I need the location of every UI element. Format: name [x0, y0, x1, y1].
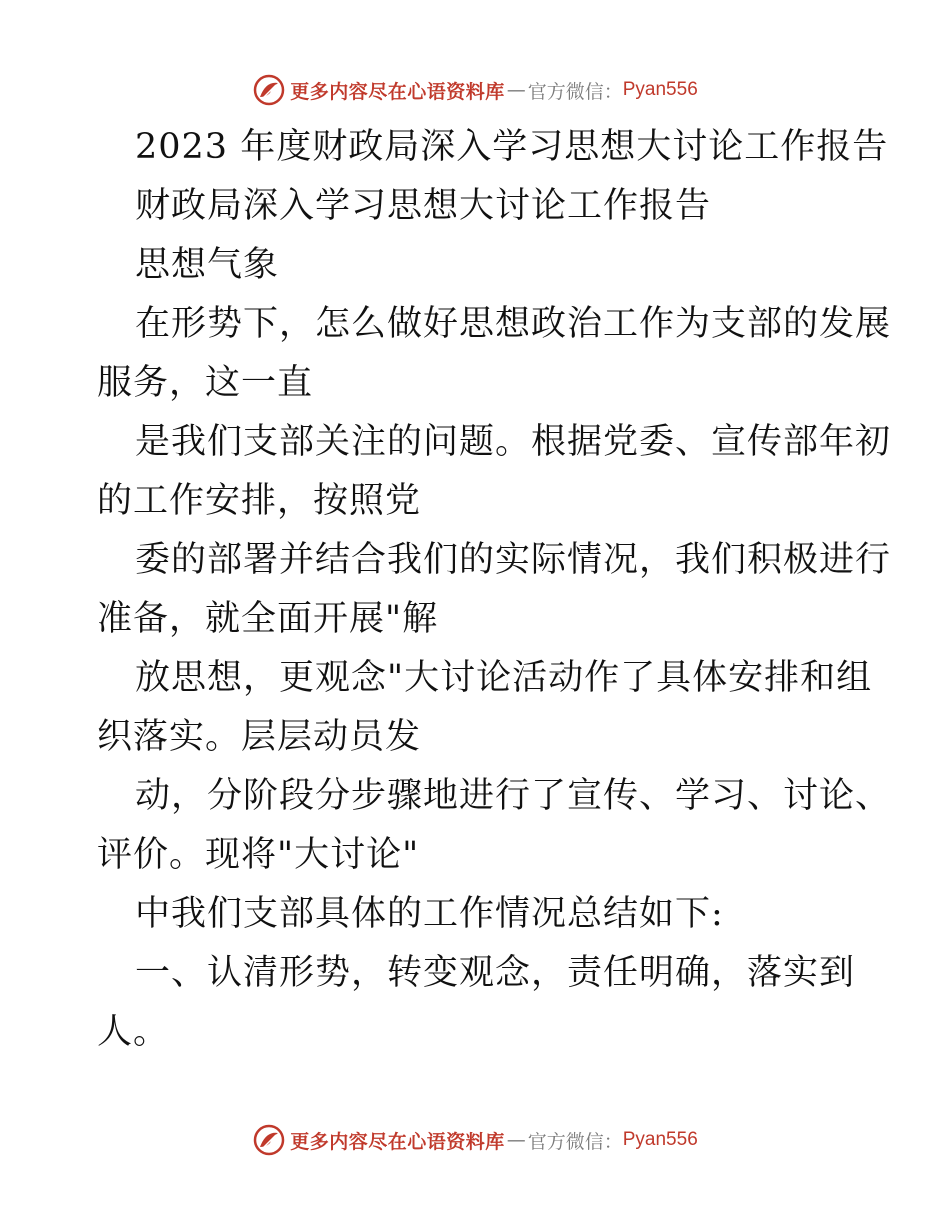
list-heading-line: 人。 [97, 1012, 170, 1052]
paragraph-line: 评价。现将"大讨论" [97, 835, 420, 875]
banner-separator: — [506, 1129, 526, 1151]
banner-wechat-handle: Pyan556 [622, 79, 698, 100]
paragraph-line: 准备，就全面开展"解 [97, 599, 439, 639]
brand-logo-icon [252, 73, 286, 107]
banner-wechat-label: 官方微信： [527, 80, 623, 103]
document-subtitle-line: 财政局深入学习思想大讨论工作报告 [135, 186, 712, 226]
paragraph-line: 是我们支部关注的问题。根据党委、宣传部年初 [135, 422, 892, 462]
section-heading-line: 思想气象 [135, 245, 280, 285]
banner-wechat-handle: Pyan556 [622, 1129, 698, 1150]
banner-wechat-label: 官方微信： [527, 1130, 623, 1153]
banner-brand-text: 更多内容尽在心语资料库 [290, 80, 505, 103]
document-body [97, 118, 892, 1062]
paragraph-line: 服务，这一直 [97, 363, 314, 403]
document-title-line: 2023 年度财政局深入学习思想大讨论工作报告 [135, 127, 889, 167]
header-watermark-banner [0, 70, 950, 110]
footer-watermark-banner [0, 1120, 950, 1160]
paragraph-line: 放思想，更观念"大讨论活动作了具体安排和组 [135, 658, 873, 698]
brand-logo-icon [252, 1123, 286, 1157]
paragraph-line: 委的部署并结合我们的实际情况，我们积极进行 [135, 540, 892, 580]
paragraph-line: 在形势下，怎么做好思想政治工作为支部的发展 [135, 304, 892, 344]
paragraph-line: 织落实。层层动员发 [97, 717, 422, 757]
paragraph-line: 动，分阶段分步骤地进行了宣传、学习、讨论、 [135, 776, 892, 816]
banner-separator: — [506, 79, 526, 101]
paragraph-line: 的工作安排，按照党 [97, 481, 422, 521]
list-heading-line: 一、认清形势，转变观念，责任明确，落实到 [135, 953, 856, 993]
paragraph-line: 中我们支部具体的工作情况总结如下: [135, 894, 724, 934]
banner-brand-text: 更多内容尽在心语资料库 [290, 1130, 505, 1153]
